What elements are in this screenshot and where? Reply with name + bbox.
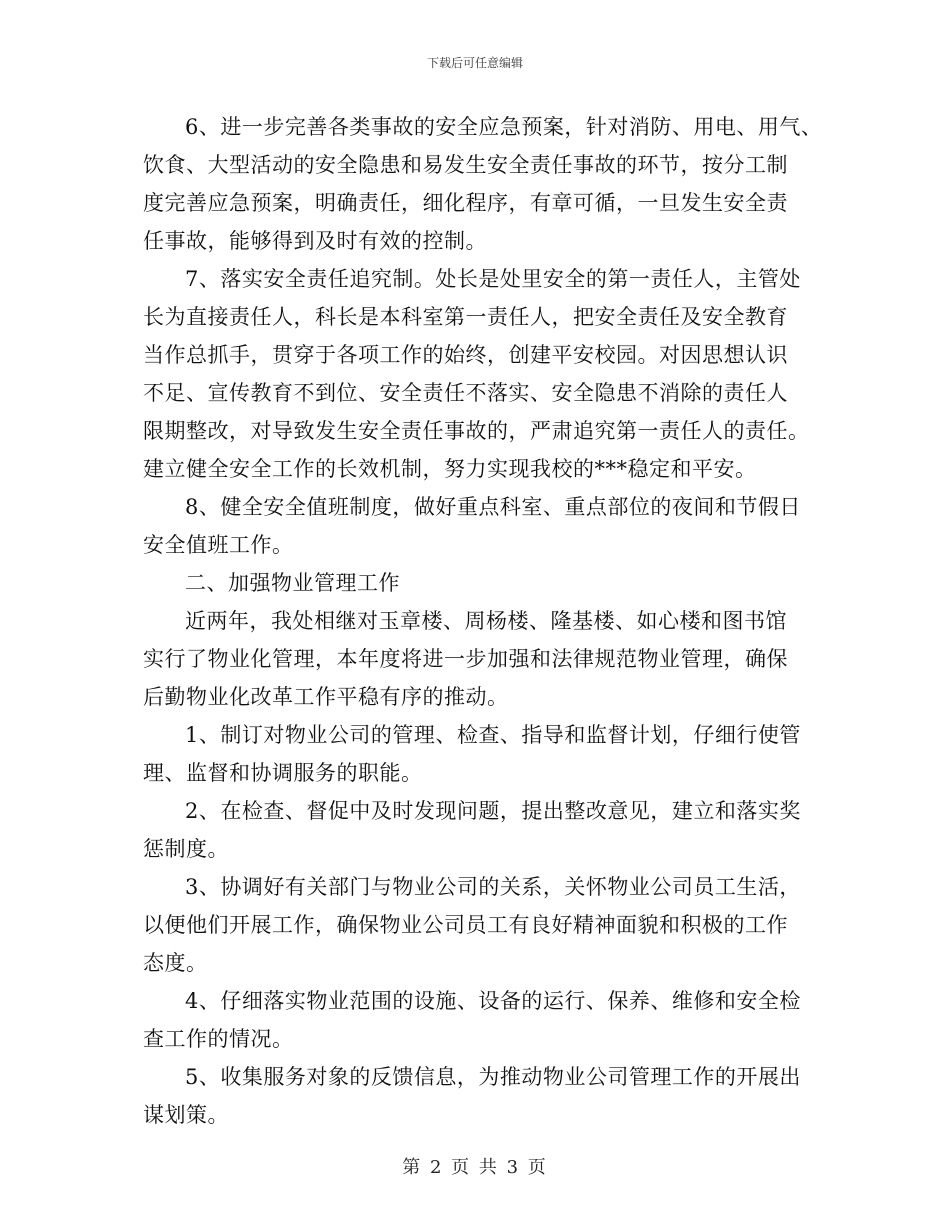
paragraph-line: 建立健全安全工作的长效机制，努力实现我校的***稳定和平安。 <box>143 457 757 481</box>
paragraph-line: 近两年，我处相继对玉章楼、周杨楼、隆基楼、如心楼和图书馆 <box>185 609 787 633</box>
section-heading: 二、加强物业管理工作 <box>185 571 400 595</box>
paragraph-line: 4、仔细落实物业范围的设施、设备的运行、保养、维修和安全检 <box>185 989 801 1013</box>
paragraph-line: 6、进一步完善各类事故的安全应急预案，针对消防、用电、用气、 <box>185 115 823 139</box>
paragraph-line: 实行了物业化管理，本年度将进一步加强和法律规范物业管理，确保 <box>143 647 788 671</box>
paragraph-line: 惩制度。 <box>143 837 229 861</box>
paragraph-line: 态度。 <box>143 951 208 975</box>
paragraph-line: 1、制订对物业公司的管理、检查、指导和监督计划，仔细行使管 <box>185 723 801 747</box>
document-body <box>143 108 823 1134</box>
paragraph-line: 理、监督和协调服务的职能。 <box>143 761 423 785</box>
paragraph-line: 限期整改，对导致发生安全责任事故的，严肃追究第一责任人的责任。 <box>143 419 810 443</box>
paragraph-line: 安全值班工作。 <box>143 533 294 557</box>
paragraph-line: 8、健全安全值班制度，做好重点科室、重点部位的夜间和节假日 <box>185 495 801 519</box>
paragraph-line: 7、落实安全责任追究制。处长是处里安全的第一责任人，主管处 <box>185 267 801 291</box>
page-footer: 第 2 页 共 3 页 <box>402 1157 548 1178</box>
paragraph-line: 2、在检查、督促中及时发现问题，提出整改意见，建立和落实奖 <box>185 799 801 823</box>
paragraph-line: 后勤物业化改革工作平稳有序的推动。 <box>143 685 509 709</box>
paragraph-line: 度完善应急预案，明确责任，细化程序，有章可循，一旦发生安全责 <box>143 191 788 215</box>
paragraph-line: 当作总抓手，贯穿于各项工作的始终，创建平安校园。对因思想认识 <box>143 343 788 367</box>
paragraph-line: 3、协调好有关部门与物业公司的关系，关怀物业公司员工生活， <box>185 875 801 899</box>
paragraph-line: 任事故，能够得到及时有效的控制。 <box>143 229 487 253</box>
paragraph-line: 不足、宣传教育不到位、安全责任不落实、安全隐患不消除的责任人 <box>143 381 788 405</box>
page-header: 下载后可任意编辑 <box>426 56 523 70</box>
paragraph-line: 查工作的情况。 <box>143 1027 294 1051</box>
paragraph-line: 饮食、大型活动的安全隐患和易发生安全责任事故的环节，按分工制 <box>143 153 788 177</box>
paragraph-line: 长为直接责任人，科长是本科室第一责任人，把安全责任及安全教育 <box>143 305 788 329</box>
paragraph-line: 以便他们开展工作，确保物业公司员工有良好精神面貌和积极的工作 <box>143 913 788 937</box>
paragraph-line: 5、收集服务对象的反馈信息，为推动物业公司管理工作的开展出 <box>185 1065 801 1089</box>
paragraph-line: 谋划策。 <box>143 1103 229 1127</box>
